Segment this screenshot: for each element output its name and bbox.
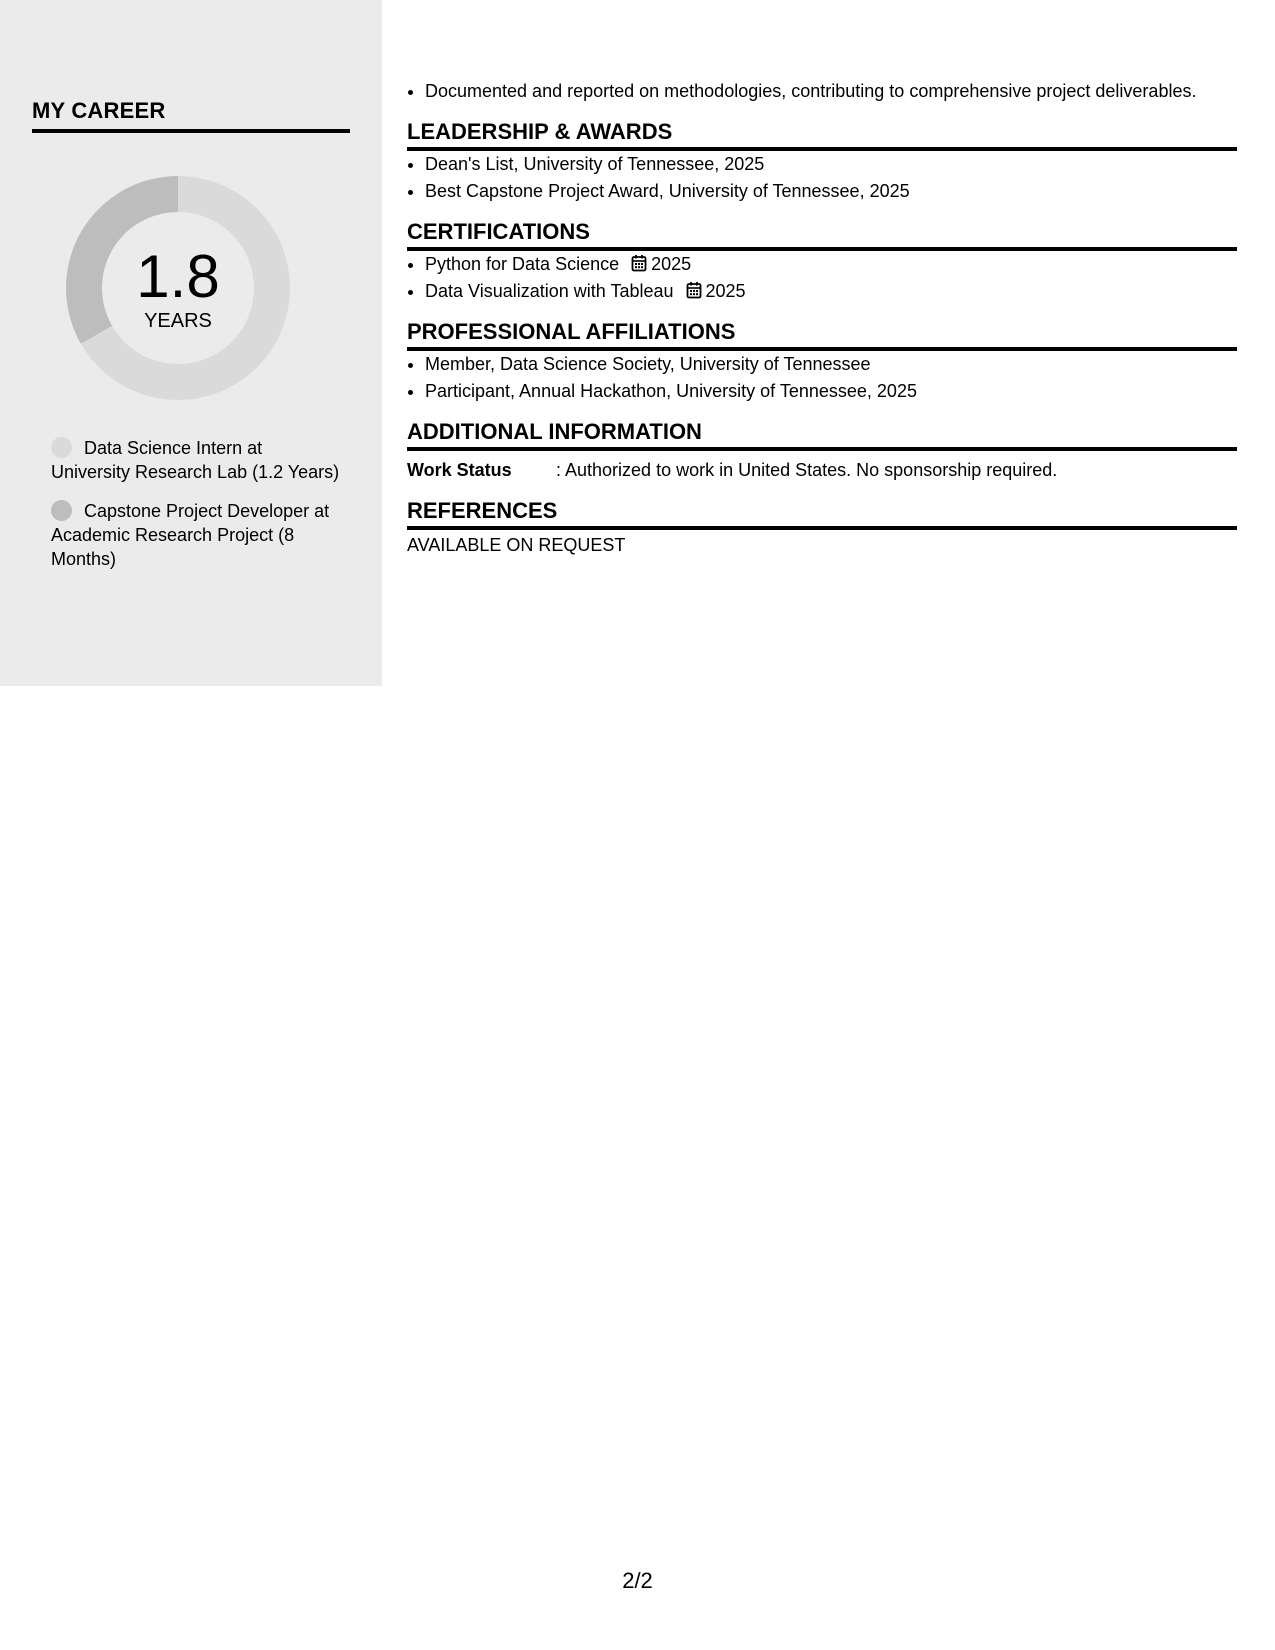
legend-item: [51, 436, 341, 484]
legend-item: [51, 499, 341, 571]
calendar-icon: [686, 281, 702, 299]
references-section: [407, 496, 1237, 559]
additional-info-body: [407, 457, 1237, 484]
list-item: • Member, Data Science Society, University of Tennessee: [425, 351, 1237, 378]
experience-bullets: [407, 78, 1237, 105]
legend-dot: [51, 437, 72, 458]
list-item: • Best Capstone Project Award, University of Tennessee, 2025: [425, 178, 1237, 205]
donut-center: [66, 176, 290, 400]
certification-name: Python for Data Science: [425, 254, 620, 274]
certification-year: 2025: [651, 254, 692, 274]
list-item: [425, 251, 1237, 278]
section-title: ADDITIONAL INFORMATION: [407, 417, 1237, 451]
leadership-list: [407, 151, 1237, 205]
section-title: PROFESSIONAL AFFILIATIONS: [407, 317, 1237, 351]
affiliations-section: [407, 317, 1237, 405]
additional-info-section: [407, 417, 1237, 484]
certifications-section: [407, 217, 1237, 305]
career-legend: [51, 436, 341, 586]
certification-name: Data Visualization with Tableau: [425, 281, 674, 301]
career-sidebar: [0, 0, 382, 686]
legend-label: Capstone Project Developer at Academic Research Project (8 Months): [51, 501, 330, 569]
donut-unit: YEARS: [144, 310, 212, 332]
certifications-list: [407, 251, 1237, 305]
references-text: AVAILABLE ON REQUEST: [407, 535, 626, 555]
section-title: LEADERSHIP & AWARDS: [407, 117, 1237, 151]
experience-bullet: • Documented and reported on methodologies, contributing to comprehensive project deliverables.: [425, 78, 1237, 105]
section-title: REFERENCES: [407, 496, 1237, 530]
affiliations-list: [407, 351, 1237, 405]
info-value: : Authorized to work in United States. No sponsorship required.: [556, 460, 1058, 480]
leadership-section: [407, 117, 1237, 205]
list-item: [425, 278, 1237, 305]
list-item: • Participant, Annual Hackathon, University of Tennessee, 2025: [425, 378, 1237, 405]
page-number: 2/2: [622, 1568, 653, 1593]
certification-year: 2025: [705, 281, 746, 301]
legend-label: Data Science Intern at University Research Lab (1.2 Years): [51, 438, 340, 482]
legend-dot: [51, 500, 72, 521]
list-item: • Dean's List, University of Tennessee, 2025: [425, 151, 1237, 178]
career-title-rule: [32, 129, 350, 133]
section-title: CERTIFICATIONS: [407, 217, 1237, 251]
main-content: [407, 78, 1237, 559]
calendar-icon: [631, 254, 647, 272]
info-label: Work Status: [407, 460, 512, 480]
info-row: [407, 457, 1237, 484]
career-title: MY CAREER: [32, 98, 166, 123]
career-donut-chart: [66, 176, 290, 400]
donut-value: 1.8: [136, 243, 220, 310]
